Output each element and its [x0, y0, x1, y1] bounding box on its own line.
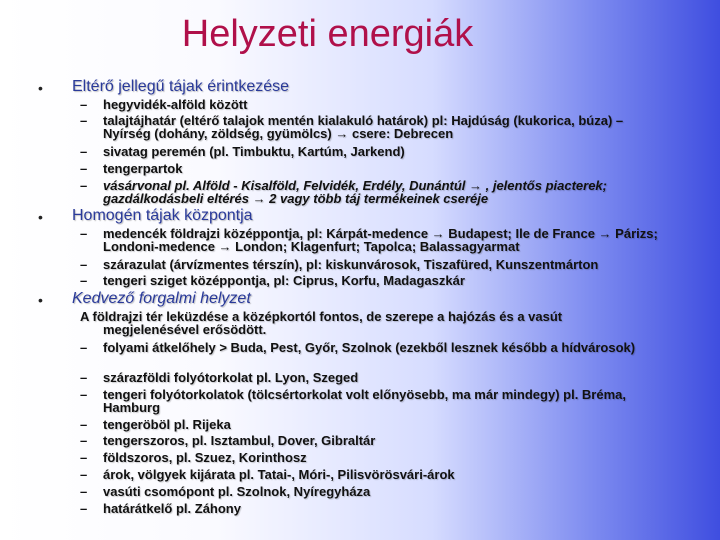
list-item: tengerpartok [103, 161, 183, 176]
bullet-1: • [38, 80, 43, 96]
dash: – [80, 370, 88, 385]
list-item: szárazulat (árvízmentes térszín), pl: kiskunvárosok, Tiszafüred, Kunszentmárton [103, 257, 599, 272]
list-item: medencék földrajzi középpontja, pl: Kárpát-medence → Budapest; Ile de France → Párizs; Londoni-medence → London; Klagenfurt; Tapolca; Balassagyarmat [103, 226, 658, 254]
list-item: árok, völgyek kijárata pl. Tatai-, Móri-, Pilisvörösvári-árok [103, 467, 455, 482]
list-item: sivatag peremén (pl. Timbuktu, Kartúm, Jarkend) [103, 144, 405, 159]
list-item: tengerszoros, pl. Isztambul, Dover, Gibraltár [103, 433, 376, 448]
dash: – [80, 340, 88, 355]
dash: – [80, 161, 88, 176]
list-item: tengeri sziget középpontja, pl: Ciprus, Korfu, Madagaszkár [103, 273, 465, 288]
dash: – [80, 257, 88, 272]
list-item: tengeri folyótorkolatok (tölcsértorkolat volt előnyösebb, ma már mindegy) pl. Bréma, Hamburg [103, 387, 626, 415]
list-item: hegyvidék-alföld között [103, 97, 248, 112]
dash: – [80, 226, 88, 241]
dash: – [80, 97, 88, 112]
section-intro [80, 310, 670, 336]
dash: – [80, 467, 88, 482]
section-heading-3: Kedvező forgalmi helyzet [72, 290, 251, 307]
list-item: szárazföldi folyótorkolat pl. Lyon, Szeged [103, 370, 359, 385]
dash: – [80, 178, 88, 193]
slide-title: Helyzeti energiák [181, 13, 474, 55]
dash: – [80, 273, 88, 288]
list-item: tengeröböl pl. Rijeka [103, 417, 231, 432]
section-intro-line-1: A földrajzi tér leküzdése a középkortól fontos, de szerepe a hajózás és a vasút [80, 309, 563, 324]
section-intro-line-2: megjelenésével erősödött. [103, 322, 267, 337]
dash: – [80, 484, 88, 499]
dash: – [80, 501, 88, 516]
list-item: vasúti csomópont pl. Szolnok, Nyíregyháza [103, 484, 371, 499]
dash: – [80, 144, 88, 159]
list-item: földszoros, pl. Szuez, Korinthosz [103, 450, 307, 465]
bullet-2: • [38, 209, 43, 225]
list-item: vásárvonal pl. Alföld - Kisalföld, Felvidék, Erdély, Dunántúl → , jelentős piacterek; gazdálkodásbeli eltérés → 2 vagy több táj termékeinek cseréje [103, 178, 607, 206]
list-item: határátkelő pl. Záhony [103, 501, 241, 516]
bullet-3: • [38, 292, 43, 308]
list-item: talajtájhatár (eltérő talajok mentén kialakuló határok) pl: Hajdúság (kukorica, búza) – Nyírség (dohány, zöldség, gyümölcs) → csere: Debrecen [103, 113, 624, 141]
section-heading-2: Homogén tájak központja [72, 207, 253, 224]
dash: – [80, 433, 88, 448]
dash: – [80, 113, 88, 128]
dash: – [80, 450, 88, 465]
dash: – [80, 417, 88, 432]
dash: – [80, 387, 88, 402]
list-item: folyami átkelőhely > Buda, Pest, Győr, Szolnok (ezekből lesznek később a hídvárosok) [103, 340, 636, 355]
section-heading-1: Eltérő jellegű tájak érintkezése [72, 78, 290, 95]
